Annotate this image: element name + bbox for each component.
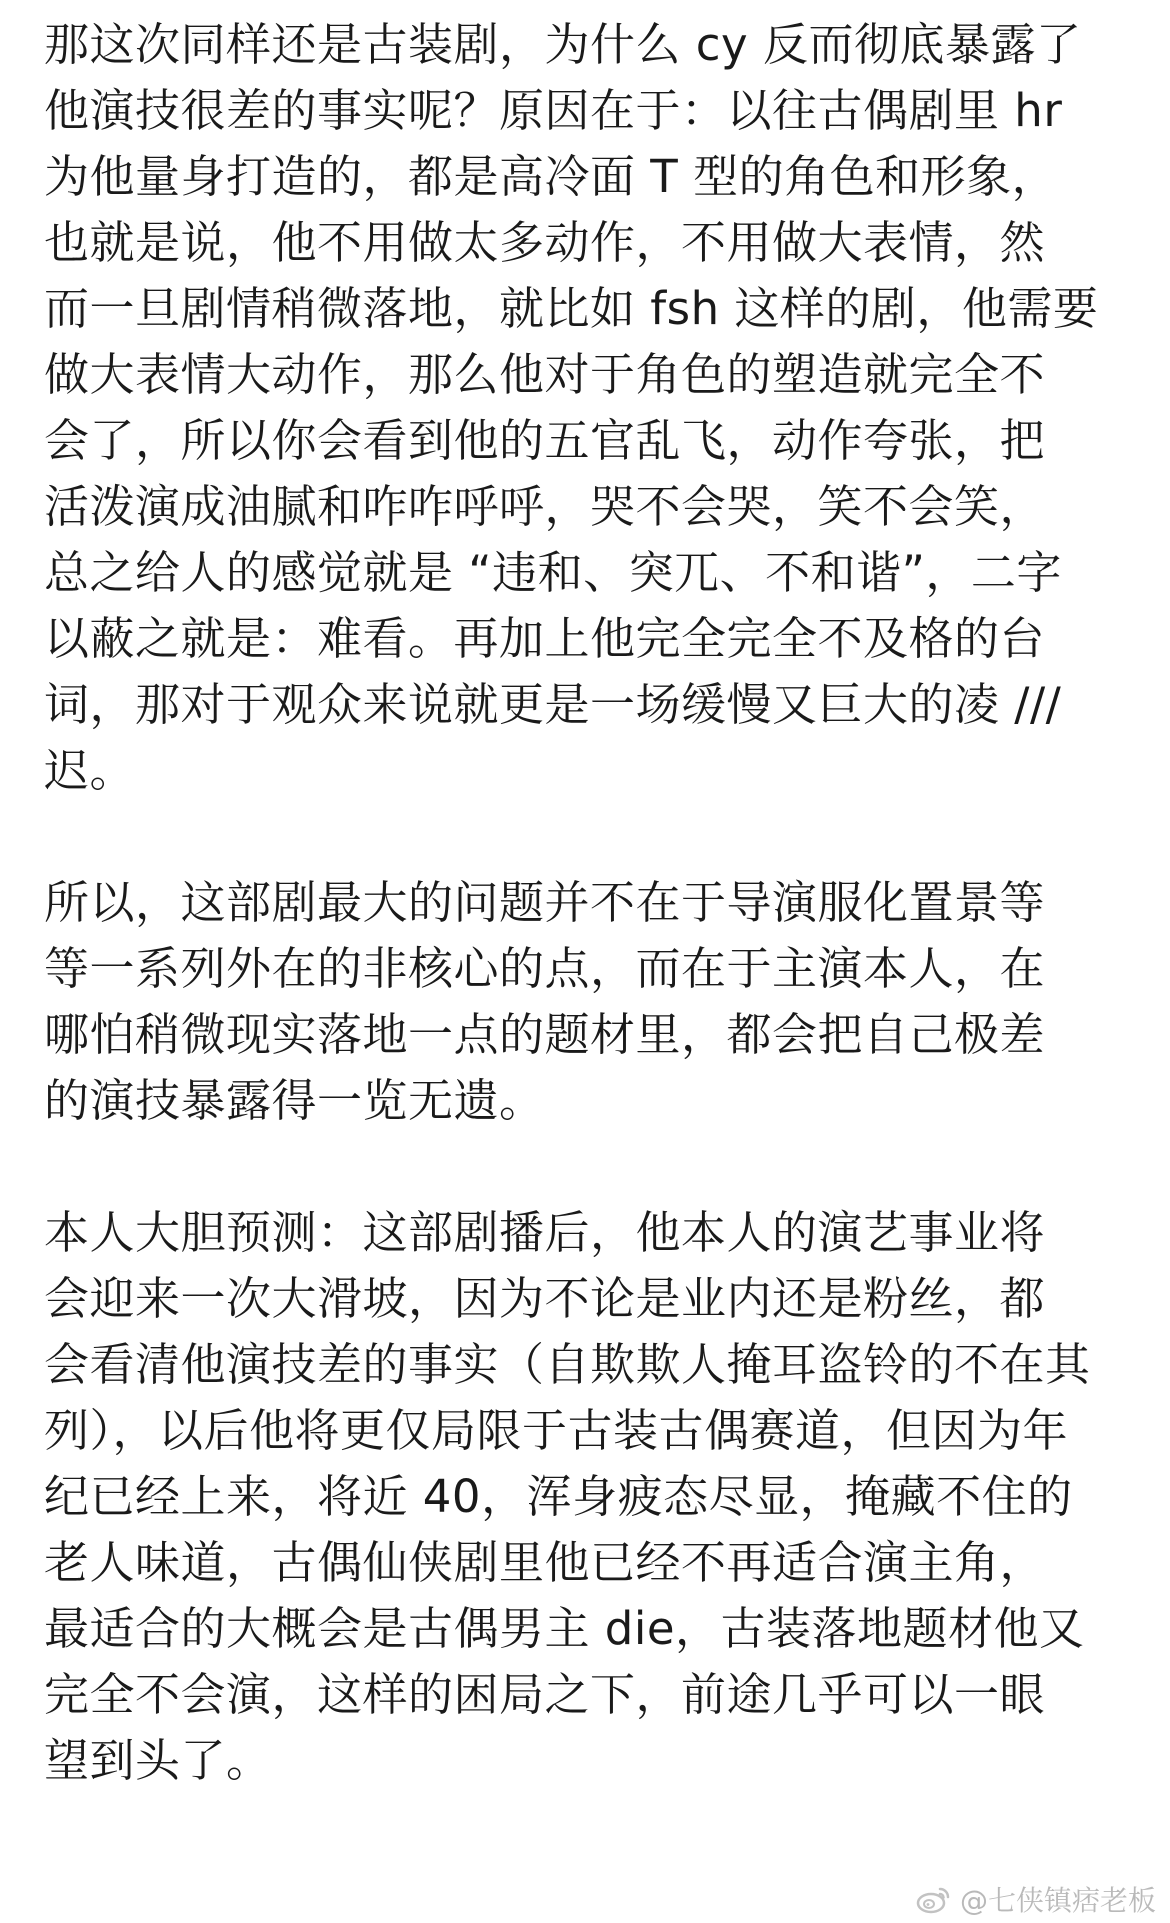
paragraph-2 — [44, 870, 1134, 1134]
text-line: 做大表情大动作，那么他对于角色的塑造就完全不 — [44, 348, 1046, 401]
text-line: 会了，所以你会看到他的五官乱飞，动作夸张，把 — [44, 414, 1046, 467]
paragraph-3 — [44, 1200, 1134, 1794]
watermark — [916, 1879, 1156, 1919]
text-line: 最适合的大概会是古偶男主 die，古装落地题材他又 — [44, 1602, 1085, 1655]
text-line: 会看清他演技差的事实（自欺欺人掩耳盗铃的不在其 — [44, 1338, 1091, 1391]
text-line: 哪怕稍微现实落地一点的题材里，都会把自己极差 — [44, 1008, 1046, 1061]
text-line: 活泼演成油腻和咋咋呼呼，哭不会哭，笑不会笑， — [44, 480, 1046, 533]
watermark-text: @七侠镇痞老板 — [959, 1884, 1156, 1917]
text-line: 望到头了。 — [44, 1734, 272, 1787]
paragraph-spacer — [44, 1134, 1134, 1200]
text-line: 词，那对于观众来说就更是一场缓慢又巨大的凌 /// — [44, 678, 1062, 731]
text-line: 迟。 — [44, 744, 136, 797]
text-line: 列），以后他将更仅局限于古装古偶赛道，但因为年 — [44, 1404, 1069, 1457]
text-line: 所以，这部剧最大的问题并不在于导演服化置景等 — [44, 876, 1046, 929]
text-line: 总之给人的感觉就是 “违和、突兀、不和谐”，二字 — [44, 546, 1062, 599]
text-line: 以蔽之就是：难看。再加上他完全完全不及格的台 — [44, 612, 1046, 665]
text-line: 那这次同样还是古装剧，为什么 cy 反而彻底暴露了 — [44, 18, 1082, 71]
text-line: 为他量身打造的，都是高冷面 T 型的角色和形象， — [44, 150, 1058, 203]
text-line: 完全不会演，这样的困局之下，前途几乎可以一眼 — [44, 1668, 1046, 1721]
paragraph-1 — [44, 12, 1134, 804]
text-line: 会迎来一次大滑坡，因为不论是业内还是粉丝，都 — [44, 1272, 1046, 1325]
text-line: 而一旦剧情稍微落地，就比如 fsh 这样的剧，他需要 — [44, 282, 1099, 335]
paragraph-spacer — [44, 804, 1134, 870]
text-line: 也就是说，他不用做太多动作，不用做大表情，然 — [44, 216, 1046, 269]
text-line: 他演技很差的事实呢？原因在于：以往古偶剧里 hr — [44, 84, 1063, 137]
post-body — [44, 12, 1134, 1794]
text-line: 的演技暴露得一览无遗。 — [44, 1074, 545, 1127]
weibo-logo-icon — [916, 1883, 952, 1915]
text-line: 等一系列外在的非核心的点，而在于主演本人，在 — [44, 942, 1046, 995]
text-line: 纪已经上来，将近 40，浑身疲态尽显，掩藏不住的 — [44, 1470, 1073, 1523]
text-line: 老人味道，古偶仙侠剧里他已经不再适合演主角， — [44, 1536, 1046, 1589]
text-line: 本人大胆预测：这部剧播后，他本人的演艺事业将 — [44, 1206, 1046, 1259]
